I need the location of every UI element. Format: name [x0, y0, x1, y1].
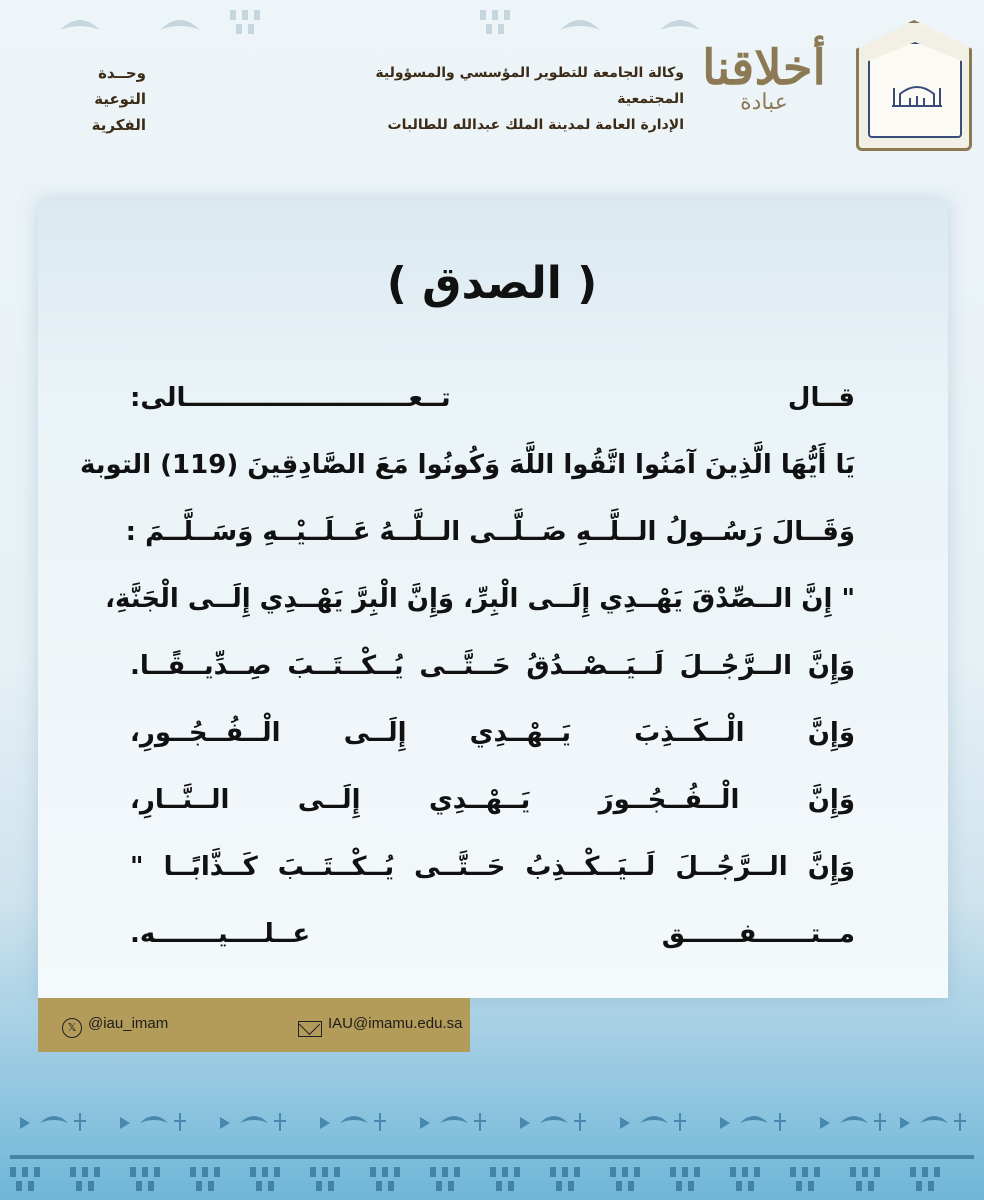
campaign-logo	[684, 38, 844, 148]
mail-icon	[298, 1021, 322, 1037]
email-link[interactable]: IAU@imamu.edu.sa	[328, 1015, 463, 1032]
twitter-handle[interactable]: @iau_imam	[88, 1015, 169, 1032]
x-logo-icon: 𝕏	[62, 1018, 82, 1038]
body-line: قــال تــعـــــــــــــــــــــــــالى:	[130, 383, 855, 413]
agency-line-2: الإدارة العامة لمدينة الملك عبدالله للطالبات	[387, 117, 684, 133]
page-title: ( الصدق )	[386, 258, 598, 309]
body-line: وَإِنَّ الــرَّجُــلَ لَــيَــكْــذِبُ حَــتَّــى يُــكْــتَــبَ كَــذَّابًــا "	[130, 852, 855, 882]
unit-line-2: التوعية الفكرية	[91, 90, 146, 134]
body-line: وَإِنَّ الْــكَــذِبَ يَــهْــدِي إِلَــى الْــفُــجُــورِ،	[130, 718, 855, 748]
campaign-title: أخلاقنا	[702, 40, 826, 96]
agency-block	[324, 60, 684, 138]
body-line: مــتــــــفــــــق عــلــــيـــــــه.	[130, 919, 855, 949]
unit-block	[36, 60, 146, 138]
campaign-subtitle: عبادة	[740, 90, 788, 115]
agency-line-1: وكالة الجامعة للتطوير المؤسسي والمسؤولية المجتمعية	[375, 65, 684, 107]
body-line: وَإِنَّ الــرَّجُــلَ لَــيَــصْــدُقُ حَــتَّــى يُــكْــتَــبَ صِــدِّيــقًــا.	[130, 651, 855, 681]
unit-line-1: وحــدة	[98, 64, 146, 82]
body-line: وَقَــالَ رَسُــولُ الــلَّــهِ صَــلَّــى الــلَّــهُ عَــلَــيْــهِ وَسَــلَّــمَ :	[125, 517, 855, 547]
body-line: وَإِنَّ الْــفُــجُــورَ يَــهْــدِي إِلَــى الــنَّــارِ،	[130, 785, 855, 815]
header	[0, 0, 984, 170]
mosque-icon	[890, 78, 944, 108]
body-text	[79, 378, 855, 981]
bottom-pattern	[0, 1095, 984, 1200]
body-line: يَا أَيُّهَا الَّذِينَ آمَنُوا اتَّقُوا اللَّهَ وَكُونُوا مَعَ الصَّادِقِينَ (119) التوبة	[79, 450, 855, 480]
body-line: " إِنَّ الــصِّدْقَ يَهْــدِي إِلَــى الْبِرِّ، وَإِنَّ الْبِرَّ يَهْــدِي إِلَــى الْجَنَّةِ،	[105, 584, 855, 614]
